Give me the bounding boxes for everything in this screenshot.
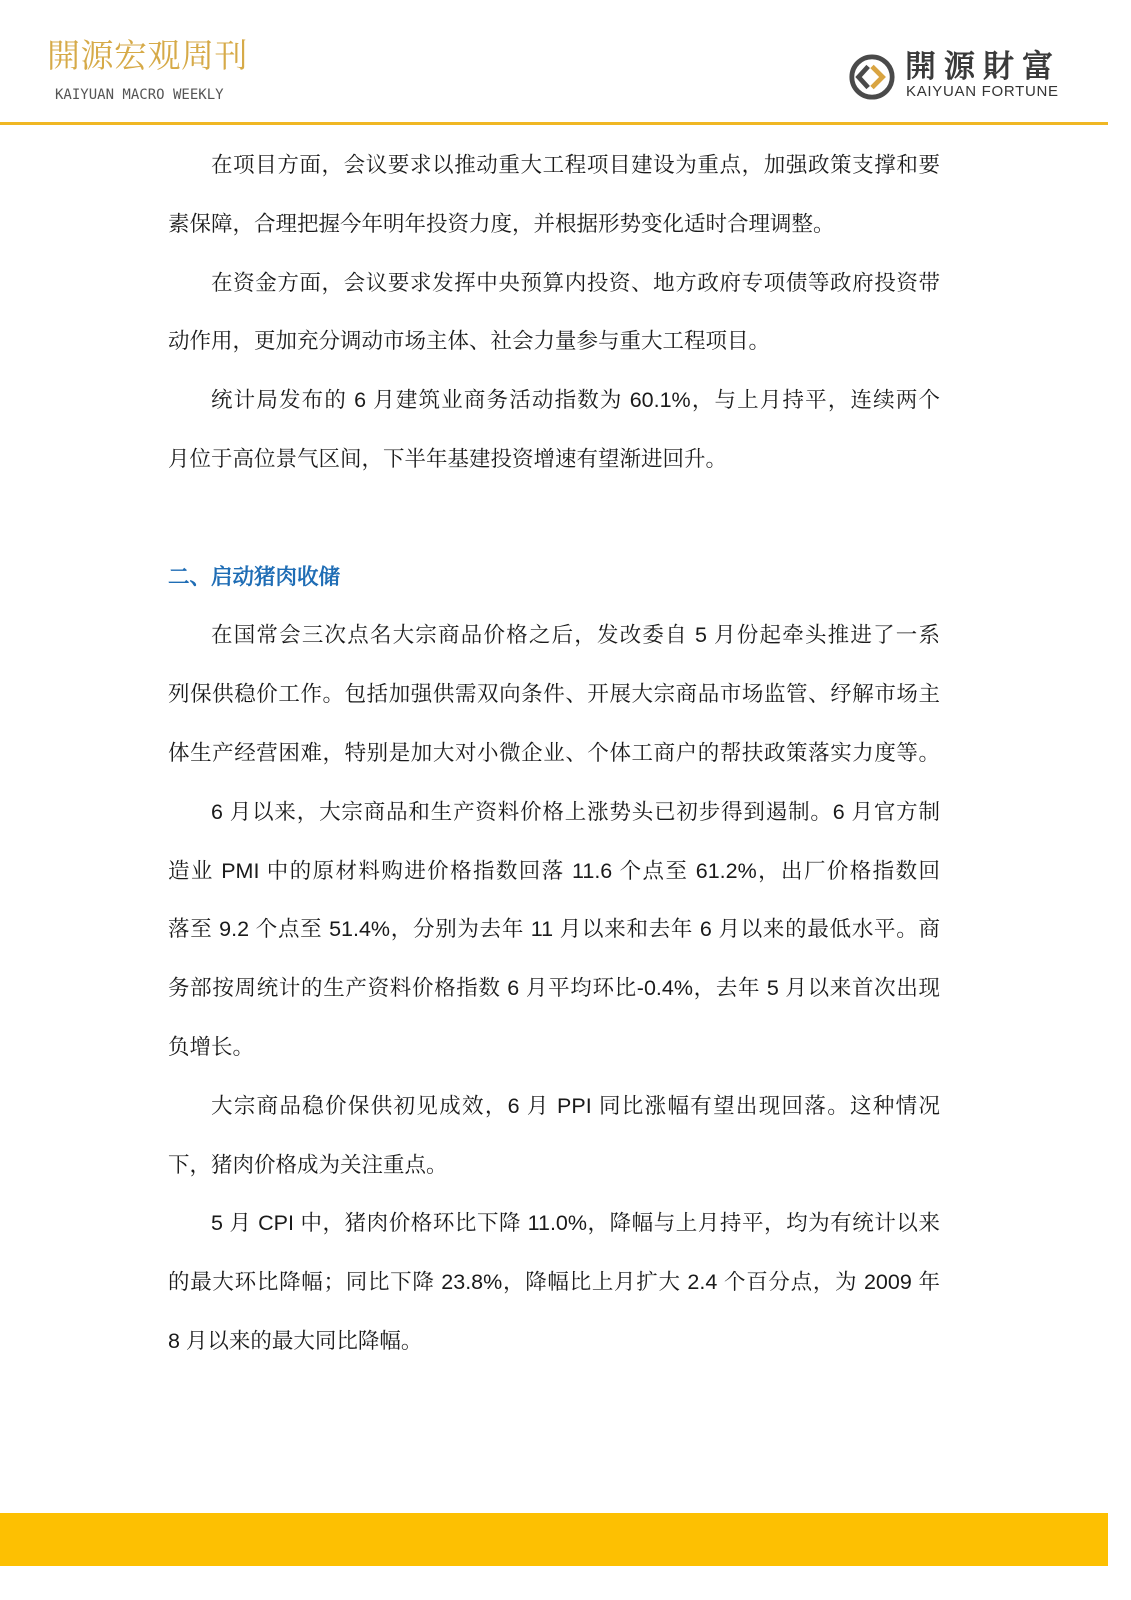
publication-subtitle: KAIYUAN MACRO WEEKLY (55, 87, 224, 103)
paragraph-line: 负增长。 (168, 1034, 255, 1059)
paragraph-projects (168, 136, 940, 254)
brand-name-en: KAIYUAN FORTUNE (906, 83, 1059, 100)
paragraph-pork-cpi (168, 1194, 940, 1370)
paragraph-statistics (168, 371, 940, 489)
publication-title: 開源宏观周刊 (47, 36, 248, 75)
paragraph-line: 大宗商品稳价保供初见成效，6 月 PPI 同比涨幅有望出现回落。这种情况 (211, 1093, 940, 1118)
paragraph-price-stabilization (168, 606, 940, 782)
paragraph-line: 8 月以来的最大同比降幅。 (168, 1328, 423, 1353)
paragraph-funding (168, 254, 940, 372)
paragraph-line: 务部按周统计的生产资料价格指数 6 月平均环比-0.4%，去年 5 月以来首次出现 (168, 976, 940, 1001)
section-heading: 二、启动猪肉收储 (168, 564, 341, 589)
header-divider (0, 122, 1108, 125)
footer-bar (0, 1513, 1108, 1566)
paragraph-line: 落至 9.2 个点至 51.4%，分别为去年 11 月以来和去年 6 月以来的最低水平。商 (168, 917, 940, 942)
paragraph-line: 统计局发布的 6 月建筑业商务活动指数为 60.1%，与上月持平，连续两个 (211, 388, 940, 413)
paragraph-line: 素保障，合理把握今年明年投资力度，并根据形势变化适时合理调整。 (168, 211, 835, 236)
paragraph-commodity-prices (168, 783, 940, 1077)
document-body (168, 136, 940, 1371)
kaiyuan-logo-icon (848, 53, 896, 101)
paragraph-line: 的最大环比降幅；同比下降 23.8%，降幅比上月扩大 2.4 个百分点，为 2009 年 (168, 1270, 940, 1295)
paragraph-line: 在资金方面，会议要求发挥中央预算内投资、地方政府专项债等政府投资带 (211, 270, 940, 295)
paragraph-line: 6 月以来，大宗商品和生产资料价格上涨势头已初步得到遏制。6 月官方制 (211, 799, 940, 824)
paragraph-ppi-outlook (168, 1077, 940, 1195)
paragraph-line: 下，猪肉价格成为关注重点。 (168, 1152, 448, 1177)
paragraph-line: 在项目方面，会议要求以推动重大工程项目建设为重点，加强政策支撑和要 (211, 153, 940, 177)
paragraph-line: 体生产经营困难，特别是加大对小微企业、个体工商户的帮扶政策落实力度等。 (168, 740, 940, 765)
paragraph-line: 5 月 CPI 中，猪肉价格环比下降 11.0%，降幅与上月持平，均为有统计以来 (211, 1211, 940, 1236)
paragraph-line: 月位于高位景气区间，下半年基建投资增速有望渐进回升。 (168, 446, 728, 471)
paragraph-line: 动作用，更加充分调动市场主体、社会力量参与重大工程项目。 (168, 329, 771, 354)
paragraph-line: 列保供稳价工作。包括加强供需双向条件、开展大宗商品市场监管、纾解市场主 (168, 682, 940, 707)
brand-name: 開源財富 (905, 49, 1061, 84)
paragraph-line: 在国常会三次点名大宗商品价格之后，发改委自 5 月份起牵头推进了一系 (211, 623, 940, 648)
paragraph-line: 造业 PMI 中的原材料购进价格指数回落 11.6 个点至 61.2%，出厂价格指数回 (168, 858, 940, 883)
